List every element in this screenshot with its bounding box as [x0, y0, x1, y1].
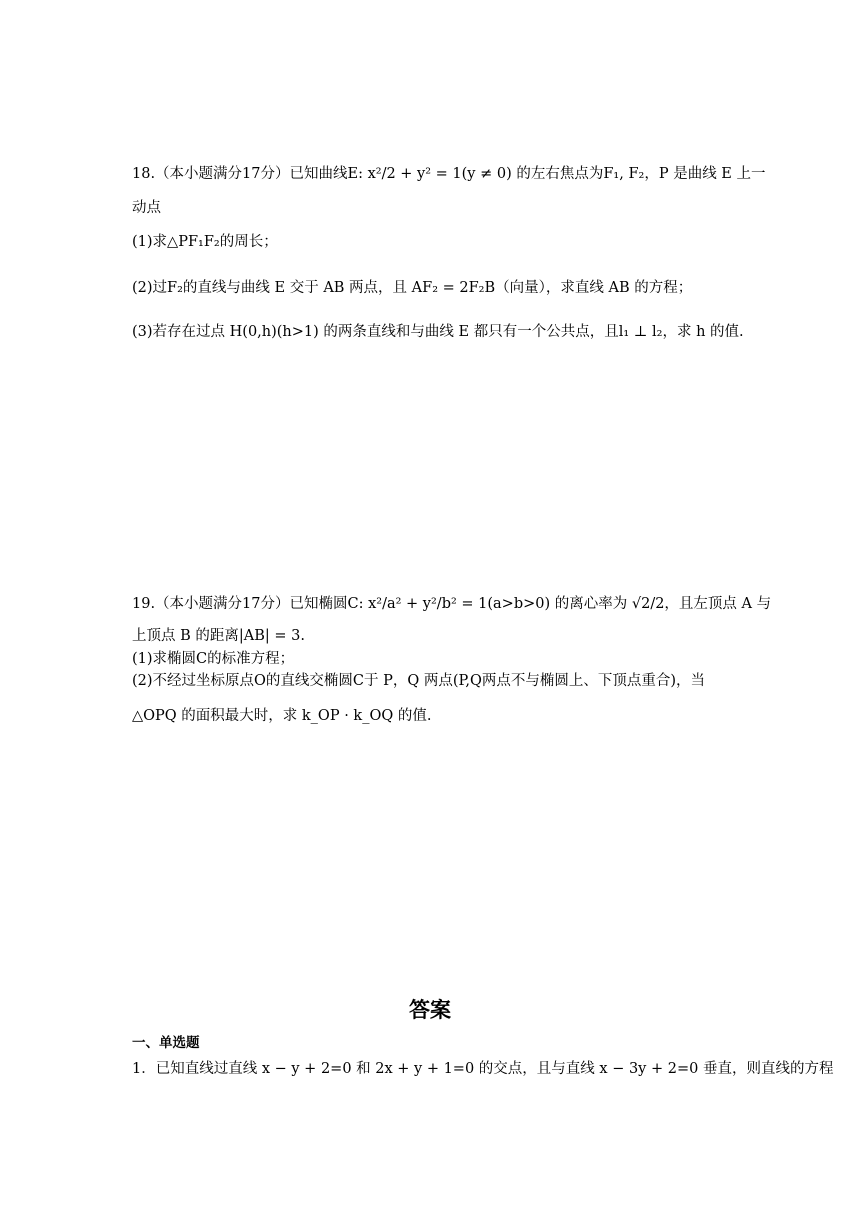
q18-stem-line2: 动点 [132, 200, 161, 216]
q18-subquestion-3: (3)若存在过点 H(0,h)(h>1) 的两条直线和与曲线 E 都只有一个公共点，且l₁ ⊥ l₂，求 h 的值. [132, 324, 744, 340]
q19-subquestion-1: (1)求椭圆C的标准方程； [132, 651, 295, 667]
q19-stem-line1: 19.（本小题满分17分）已知椭圆C: x²/a² + y²/b² = 1(a>b>0) 的离心率为 √2/2，且左顶点 A 与 [132, 596, 772, 612]
q18-subquestion-2: (2)过F₂的直线与曲线 E 交于 AB 两点，且 AF₂ = 2F₂B（向量），求直线 AB 的方程； [132, 280, 693, 296]
answer-question-1: 1．已知直线过直线 x − y + 2=0 和 2x + y + 1=0 的交点，且与直线 x − 3y + 2=0 垂直，则直线的方程 [132, 1061, 834, 1077]
answers-heading: 答案 [409, 998, 451, 1022]
q19-stem-line2: 上顶点 B 的距离|AB| = 3. [132, 628, 305, 644]
q18-stem-line1: 18.（本小题满分17分）已知曲线E: x²/2 + y² = 1(y ≠ 0) 的左右焦点为F₁, F₂，P 是曲线 E 上一 [132, 166, 766, 182]
q19-subquestion-2-line2: △OPQ 的面积最大时，求 k_OP · k_OQ 的值. [132, 708, 432, 724]
q18-subquestion-1: (1)求△PF₁F₂的周长； [132, 234, 278, 250]
section-title-single-choice: 一、单选题 [132, 1035, 200, 1051]
q19-subquestion-2-line1: (2)不经过坐标原点O的直线交椭圆C于 P，Q 两点(P,Q两点不与椭圆上、下顶点重合)，当 [132, 673, 706, 689]
